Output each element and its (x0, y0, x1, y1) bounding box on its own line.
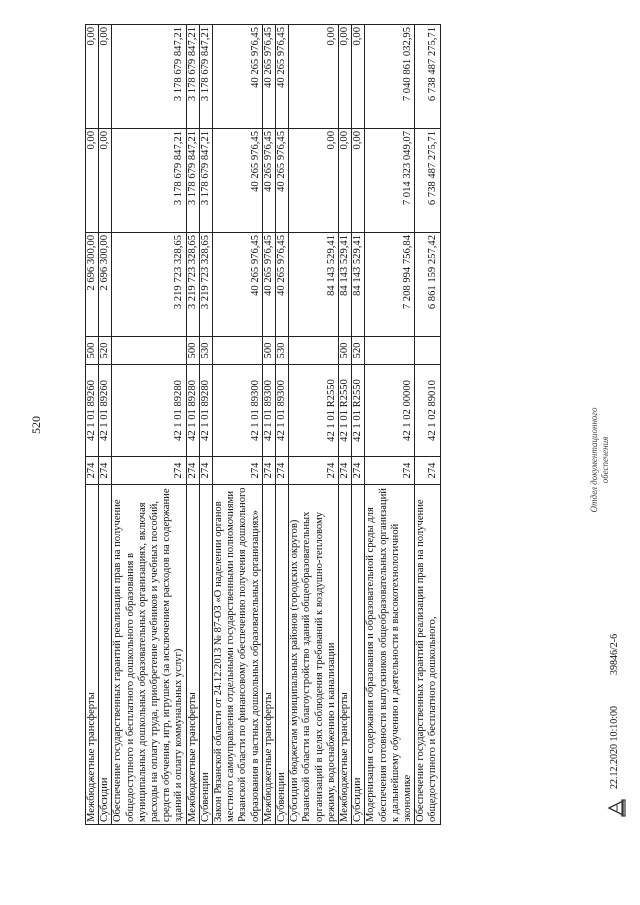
row-name: Межбюджетные трансферты (186, 485, 199, 825)
row-gr-code: 274 (99, 457, 112, 485)
stamp-line-1: Отдел документационного (589, 407, 599, 513)
row-csr-code: 42 1 01 89280 (186, 365, 199, 457)
row-vr-code: 500 (339, 337, 352, 365)
row-amount-2022: 0,00 (289, 129, 339, 233)
row-amount-2022: 40 265 976,45 (262, 129, 275, 233)
row-name: Субвенции (199, 485, 212, 825)
table-row (276, 25, 289, 825)
row-csr-code: 42 1 01 R2550 (352, 365, 365, 457)
row-csr-code: 42 1 01 89260 (99, 365, 112, 457)
row-vr-code (112, 337, 186, 365)
table-row (339, 25, 352, 825)
row-csr-code: 42 1 01 89300 (262, 365, 275, 457)
row-name: Обеспечение государственных гарантий реализации прав на получение общедоступного и бесплатного дошкольного образования в муниципальных дошкольных образовательных организациях, включая расходы на оплату труда, приобретение учебников и учебных пособий, средств обучения, игр, игрушек (за исключением расходов на содержание зданий и оплату коммунальных услуг) (112, 485, 186, 825)
rotated-page (29, 25, 620, 825)
row-gr-code: 274 (86, 457, 99, 485)
table-row (112, 25, 186, 825)
row-amount-2021: 3 219 723 328,65 (199, 233, 212, 337)
row-amount-2022: 7 014 323 049,07 (365, 129, 415, 233)
row-name: Межбюджетные трансферты (339, 485, 352, 825)
row-amount-2021: 40 265 976,45 (262, 233, 275, 337)
table-row (289, 25, 339, 825)
row-amount-2021: 3 219 723 328,65 (112, 233, 186, 337)
table-row (213, 25, 263, 825)
row-amount-2022: 0,00 (352, 129, 365, 233)
row-csr-code: 42 1 01 89260 (86, 365, 99, 457)
row-amount-2021: 84 143 529,41 (352, 233, 365, 337)
row-amount-2021: 6 861 159 257,42 (415, 233, 440, 337)
row-vr-code: 520 (352, 337, 365, 365)
row-amount-2021: 84 143 529,41 (339, 233, 352, 337)
row-amount-2023: 6 738 487 275,71 (415, 25, 440, 129)
footer-datetime: 22.12.2020 10:10:00 (609, 705, 620, 789)
row-gr-code: 274 (262, 457, 275, 485)
row-gr-code: 274 (213, 457, 263, 485)
row-name: Субсидии (99, 485, 112, 825)
table-row (365, 25, 415, 825)
row-amount-2023: 0,00 (289, 25, 339, 129)
row-vr-code (289, 337, 339, 365)
table-row (86, 25, 99, 825)
row-csr-code: 42 1 01 89300 (213, 365, 263, 457)
table-row (199, 25, 212, 825)
table-row (186, 25, 199, 825)
row-vr-code: 530 (276, 337, 289, 365)
row-vr-code: 500 (86, 337, 99, 365)
row-amount-2021: 40 265 976,45 (276, 233, 289, 337)
row-csr-code: 42 1 02 89010 (415, 365, 440, 457)
row-amount-2021: 2 696 300,00 (99, 233, 112, 337)
row-name: Закон Рязанской области от 24.12.2013 № 87-ОЗ «О наделении органов местного самоуправления отдельными государственными полномочиями Рязанской области по финансовому обеспечению получения дошкольного образования в частных дошкольных образовательных организациях» (213, 485, 263, 825)
row-amount-2022: 3 178 679 847,21 (112, 129, 186, 233)
row-amount-2021: 3 219 723 328,65 (186, 233, 199, 337)
row-amount-2021: 7 208 994 756,84 (365, 233, 415, 337)
row-name: Субсидии (352, 485, 365, 825)
row-gr-code: 274 (365, 457, 415, 485)
row-amount-2023: 0,00 (86, 25, 99, 129)
row-amount-2022: 6 738 487 275,71 (415, 129, 440, 233)
row-name: Субсидии бюджетам муниципальных районов (городских округов) Рязанской области на благоустройство зданий общеобразовательных организаций в целях соблюдения требований к воздушно-тепловому режиму, водоснабжению и канализации (289, 485, 339, 825)
row-amount-2021: 40 265 976,45 (213, 233, 263, 337)
row-amount-2021: 2 696 300,00 (86, 233, 99, 337)
row-amount-2023: 0,00 (339, 25, 352, 129)
row-name: Модернизация содержания образования и образовательной среды для обеспечения готовности выпускников общеобразовательных организаций к дальнейшему обучению и деятельности в высокотехнологичной экономике (365, 485, 415, 825)
table-row (262, 25, 275, 825)
row-vr-code (213, 337, 263, 365)
row-amount-2023: 3 178 679 847,21 (186, 25, 199, 129)
row-amount-2022: 40 265 976,45 (213, 129, 263, 233)
table-row (352, 25, 365, 825)
page-footer (605, 25, 635, 825)
row-amount-2023: 0,00 (352, 25, 365, 129)
row-amount-2022: 3 178 679 847,21 (186, 129, 199, 233)
row-gr-code: 274 (186, 457, 199, 485)
row-amount-2023: 3 178 679 847,21 (112, 25, 186, 129)
row-csr-code: 42 1 01 89280 (112, 365, 186, 457)
row-amount-2023: 7 040 861 032,95 (365, 25, 415, 129)
table-row (415, 25, 440, 825)
row-csr-code: 42 1 01 89280 (199, 365, 212, 457)
row-amount-2022: 0,00 (339, 129, 352, 233)
row-csr-code: 42 1 01 89300 (276, 365, 289, 457)
row-amount-2021: 84 143 529,41 (289, 233, 339, 337)
row-vr-code: 530 (199, 337, 212, 365)
row-amount-2023: 40 265 976,45 (276, 25, 289, 129)
budget-table-body (86, 25, 441, 825)
row-gr-code: 274 (352, 457, 365, 485)
row-vr-code (415, 337, 440, 365)
printer-logo-icon (605, 797, 627, 819)
row-csr-code: 42 1 01 R2550 (339, 365, 352, 457)
row-amount-2022: 0,00 (86, 129, 99, 233)
row-name: Обеспечение государственных гарантий реализации прав на получение общедоступного и бесплатного дошкольного, (415, 485, 440, 825)
row-amount-2022: 0,00 (99, 129, 112, 233)
page-number: 520 (29, 416, 43, 434)
row-amount-2023: 0,00 (99, 25, 112, 129)
footer-doc-id: 39846/2-6 (609, 633, 620, 675)
row-csr-code: 42 1 02 00000 (365, 365, 415, 457)
row-gr-code: 274 (289, 457, 339, 485)
budget-table (85, 24, 441, 825)
row-amount-2023: 40 265 976,45 (213, 25, 263, 129)
row-name: Межбюджетные трансферты (86, 485, 99, 825)
row-name: Субвенции (276, 485, 289, 825)
row-gr-code: 274 (339, 457, 352, 485)
row-vr-code (365, 337, 415, 365)
row-gr-code: 274 (199, 457, 212, 485)
row-amount-2023: 40 265 976,45 (262, 25, 275, 129)
row-vr-code: 520 (99, 337, 112, 365)
row-vr-code: 500 (262, 337, 275, 365)
row-gr-code: 274 (112, 457, 186, 485)
row-name: Межбюджетные трансферты (262, 485, 275, 825)
row-gr-code: 274 (415, 457, 440, 485)
row-amount-2023: 3 178 679 847,21 (199, 25, 212, 129)
row-amount-2022: 40 265 976,45 (276, 129, 289, 233)
stamp-line-2: обеспечения (600, 436, 610, 484)
row-amount-2022: 3 178 679 847,21 (199, 129, 212, 233)
table-row (99, 25, 112, 825)
row-csr-code: 42 1 01 R2550 (289, 365, 339, 457)
row-vr-code: 500 (186, 337, 199, 365)
row-gr-code: 274 (276, 457, 289, 485)
